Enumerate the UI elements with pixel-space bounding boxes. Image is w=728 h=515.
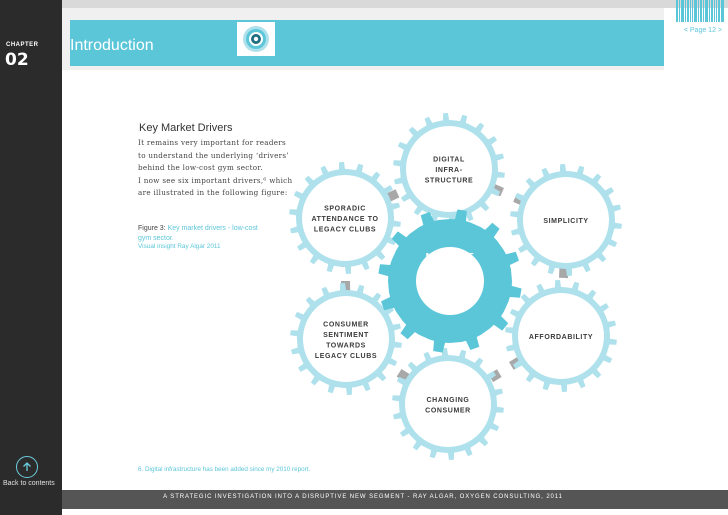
driver-gear-changing-hole <box>405 361 491 447</box>
driver-label-affordability-line: AFFORDABILITY <box>528 334 594 341</box>
figure-caption-prefix: Figure 3: <box>138 225 168 232</box>
footer-text: A STRATEGIC INVESTIGATION INTO A DISRUPTIVE NEW SEGMENT - RAY ALGAR, OXYGEN CONSULTING, 2011 <box>163 494 563 500</box>
driver-label-digital-line: DIGITAL <box>433 156 465 164</box>
chapter-word: CHAPTER <box>6 42 39 48</box>
driver-label-sentiment-line: LEGACY CLUBS <box>314 352 378 360</box>
driver-label-digital-line: STRUCTURE <box>424 177 474 185</box>
section-title: Key Market Drivers <box>139 122 233 134</box>
back-to-contents-label[interactable]: Back to contents <box>3 480 55 487</box>
body-line: to understand the underlying ‘drivers’ <box>138 150 289 160</box>
footnote: 6. Digital infrastructure has been added since my 2010 report. <box>138 466 311 473</box>
chapter-number: 02 <box>5 50 29 70</box>
driver-label-changing-line: CONSUMER <box>425 407 471 415</box>
figure-source: Visual insight Ray Algar 2011 <box>138 243 221 250</box>
center-label-line: GYM <box>437 300 463 311</box>
driver-label-changing-line: CHANGING <box>426 396 470 404</box>
body-line: are illustrated in the following figure: <box>138 188 288 197</box>
center-label-line: DRIVERS <box>424 264 476 275</box>
driver-label-sentiment-line: TOWARDS <box>326 342 366 350</box>
body-line: It remains very important for readers <box>138 138 287 147</box>
center-label-line: LOW-COST <box>418 288 482 299</box>
driver-label-sporadic-line: ATTENDANCE TO <box>311 216 379 223</box>
chapter-title: Introduction <box>70 37 154 54</box>
driver-label-sentiment-line: CONSUMER <box>323 321 369 329</box>
body-line: I now see six important drivers,⁶ which <box>138 175 293 185</box>
body-line: behind the low-cost gym sector. <box>138 163 263 172</box>
driver-label-sporadic-line: SPORADIC <box>324 205 366 213</box>
page-navigation[interactable]: < Page 12 > <box>683 27 722 34</box>
driver-gear-sentiment-hole <box>303 296 389 382</box>
figure-caption-highlight: Key market drivers - low-cost gym sector. <box>138 225 258 242</box>
center-label-line: FOR A <box>432 276 468 287</box>
driver-label-digital-line: INFRA- <box>435 167 463 174</box>
driver-label-sentiment-line: SENTIMENT <box>323 331 369 339</box>
driver-label-sporadic-line: LEGACY CLUBS <box>313 226 377 234</box>
driver-label-simplicity-line: SIMPLICITY <box>543 218 589 225</box>
center-label-line: MARKET <box>425 252 475 263</box>
